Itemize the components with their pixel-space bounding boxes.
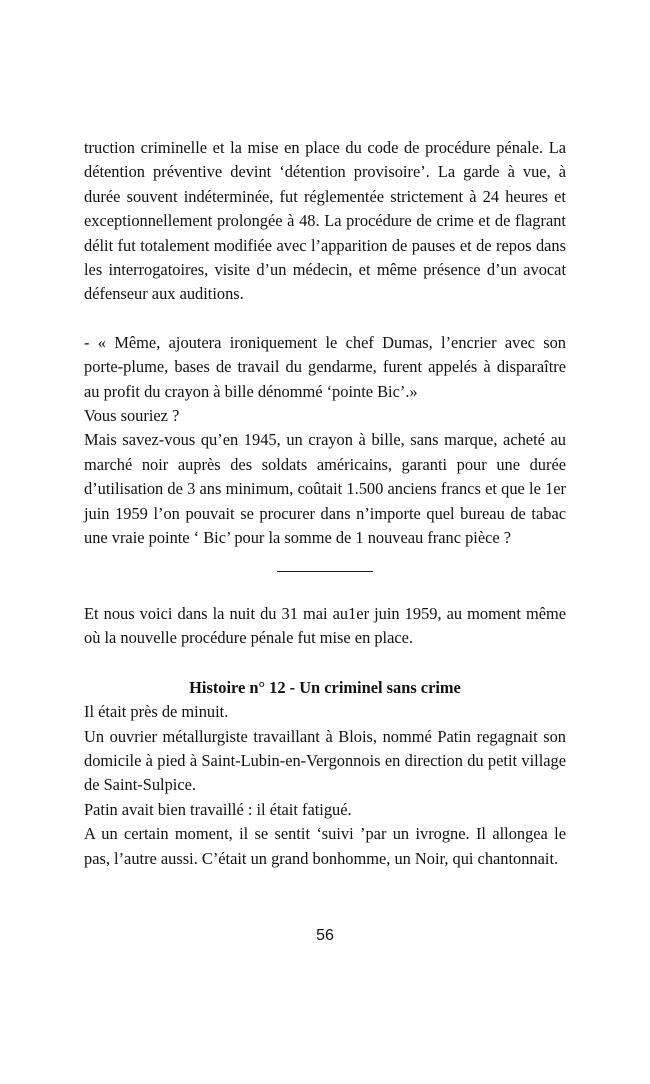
page-number: 56 bbox=[316, 927, 334, 944]
paragraph-patin-fatigue: Patin avait bien travaillé : il était fatigué. bbox=[84, 799, 352, 819]
section-divider bbox=[277, 571, 373, 573]
paragraph-minuit: Il était près de minuit. bbox=[84, 702, 229, 722]
paragraph-procedure-reform: truction criminelle et la mise en place du code de procédure pénale. La détention préventive devint ‘détention provisoire’. La garde à vue, à durée souvent indéterminée, fut réglementée strictement à 24 heures et exceptionnellement prolongée à 48. La procédure de crime et de flagrant délit fut totalement modifiée avec l’apparition de pauses et de repos dans les interrogatoires, visite d’un médecin, et même présence d’un avocat défenseur aux auditions. bbox=[84, 138, 566, 304]
paragraph-vous-souriez: Vous souriez ? bbox=[84, 406, 180, 426]
paragraph-bic-price: Mais savez-vous qu’en 1945, un crayon à bille, sans marque, acheté au marché noir auprès des soldats américains, garanti pour une durée d’utilisation de 3 ans minimum, coûtait 1.500 anciens francs et que le 1er juin 1959 l’on pouvait se procurer dans n’importe quel bureau de tabac une vraie pointe ‘ Bic’ pour la somme de 1 nouveau franc pièce ? bbox=[84, 430, 566, 548]
paragraph-ouvrier-patin: Un ouvrier métallurgiste travaillant à Blois, nommé Patin regagnait son domicile à pied à Saint-Lubin-en-Vergonnois en direction du petit village de Saint-Sulpice. bbox=[84, 726, 566, 795]
paragraph-quote-dumas: - « Même, ajoutera ironiquement le chef Dumas, l’encrier avec son porte-plume, bases de travail du gendarme, furent appelés à disparaître au profit du crayon à bille dénommé ‘pointe Bic’.» bbox=[84, 332, 566, 401]
story-heading: Histoire n° 12 - Un criminel sans crime bbox=[189, 677, 461, 697]
paragraph-ivrogne: A un certain moment, il se sentit ‘suivi ’par un ivrogne. Il allongea le pas, l’autre aussi. C’était un grand bonhomme, un Noir, qui chantonnait. bbox=[84, 824, 566, 868]
page-body bbox=[84, 136, 566, 871]
paragraph-night-31-mai: Et nous voici dans la nuit du 31 mai au1er juin 1959, au moment même où la nouvelle procédure pénale fut mise en place. bbox=[84, 604, 566, 648]
